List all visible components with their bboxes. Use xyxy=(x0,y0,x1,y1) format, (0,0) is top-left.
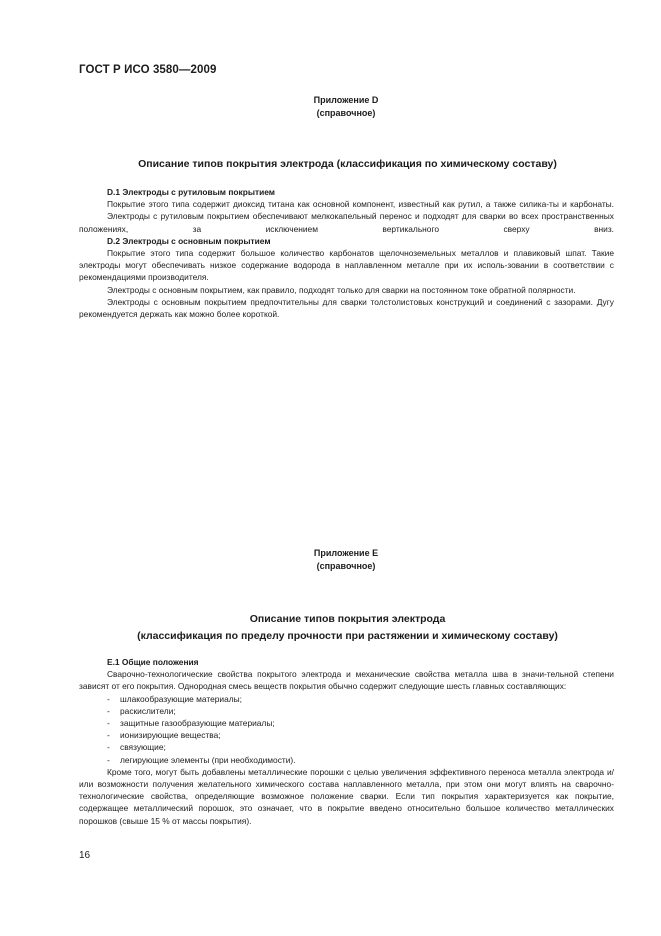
list-item: - связующие; xyxy=(107,742,166,753)
section-d2-paragraph: Электроды с основным покрытием, как правило, подходят только для сварки на постоянном токе обратной полярности. xyxy=(107,284,576,295)
appendix-e-heading xyxy=(296,547,396,573)
section-d1-heading: D.1 Электроды с рутиловым покрытием xyxy=(107,187,275,197)
section-e1-heading: E.1 Общие положения xyxy=(107,657,199,667)
section-d1-paragraph: Покрытие этого типа содержит диоксид титана как основной компонент, известный как рутил, а также силика-ты и карбонаты. xyxy=(107,199,614,210)
section-e1-intro: Сварочно-технологические свойства покрытого электрода и механические свойства металла шва в значи-тельной степени зависят от его покрытия. Однородная смесь веществ покрытия обычно содержит следующие шесть главных составляющих: xyxy=(79,669,614,692)
list-item: - шлакообразующие материалы; xyxy=(107,693,242,704)
section-d2-paragraph: Покрытие этого типа содержит большое количество карбонатов щелочноземельных металлов и плавиковый шпат. Такие электроды могут обеспечивать низкое содержание водорода в наплавленном металле при их исполь-зовании в соответствии с рекомендациями производителя. xyxy=(79,248,614,283)
appendix-e-body xyxy=(79,656,614,827)
list-item: - ионизирующие вещества; xyxy=(107,730,221,741)
appendix-e-title-line: (классификация по пределу прочности при растяжении и химическому составу) xyxy=(137,630,558,642)
appendix-d-heading xyxy=(296,94,396,120)
section-d2-paragraph: Электроды с основным покрытием предпочтительны для сварки толстолистовых конструкций и соединений с зазорами. Дугу рекомендуется держать как можно более короткой. xyxy=(79,296,614,320)
list-item: - легирующие элементы (при необходимости). xyxy=(107,754,296,765)
list-item: - раскислители; xyxy=(107,705,176,716)
appendix-e-kind: (справочное) xyxy=(316,561,376,571)
section-e1-paragraph: Кроме того, могут быть добавлены металлические порошки с целью увеличения эффективного переноса металла электрода и/или возможности получения желательного химического состава наплавленного металла, при этом они могут влиять на сварочно-технологические свойства, определяющие возможное положение сварки. Если тип покрытия характеризуется как покрытие, содержащее металлический порошок, это означает, что в покрытие введено относительно большое количество металлических порошков (свыше 15 % от массы покрытия). xyxy=(79,766,614,826)
page-number: 16 xyxy=(79,850,91,861)
appendix-d-title: Описание типов покрытия электрода (классификация по химическому составу) xyxy=(138,158,557,170)
section-d2-heading: D.2 Электроды с основным покрытием xyxy=(107,235,271,246)
section-d1-paragraph: Электроды с рутиловым покрытием обеспечивают мелкокапельный перенос и подходят для сварки во всех пространственных положениях, за исключением вертикального сверху вниз. xyxy=(79,211,614,234)
appendix-e-title xyxy=(75,611,620,645)
appendix-d-label: Приложение D xyxy=(313,95,379,105)
list-item: - защитные газообразующие материалы; xyxy=(107,718,275,729)
appendix-d-body xyxy=(79,186,614,320)
appendix-e-title-line: Описание типов покрытия электрода xyxy=(249,613,446,625)
appendix-d-kind: (справочное) xyxy=(316,108,376,118)
document-header: ГОСТ Р ИСО 3580—2009 xyxy=(79,64,217,76)
appendix-e-label: Приложение E xyxy=(313,548,379,558)
